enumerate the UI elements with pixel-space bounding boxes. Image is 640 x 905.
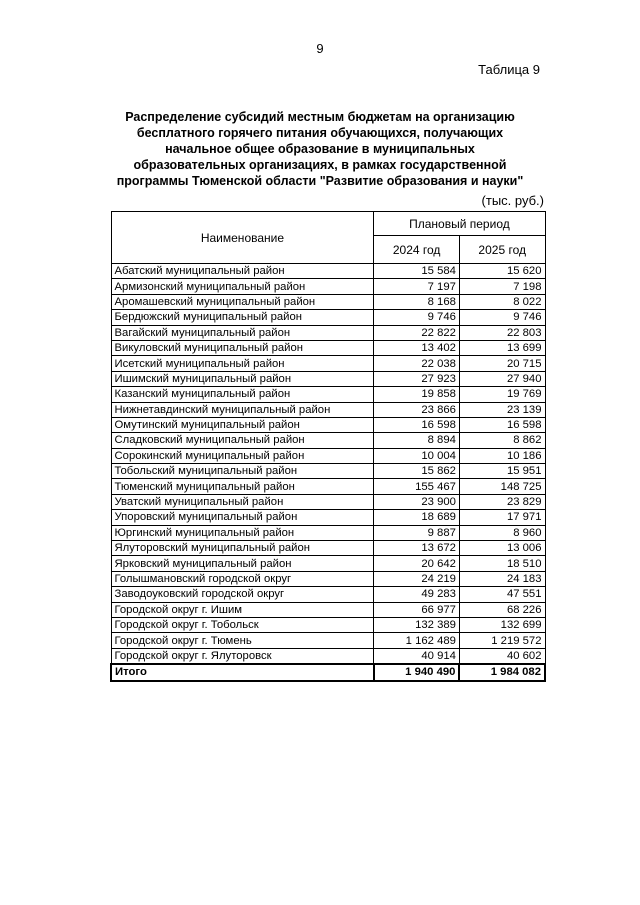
table-row	[111, 310, 545, 325]
value-2024: 23 866	[374, 402, 460, 417]
value-2025: 8 960	[459, 525, 545, 540]
value-2024: 15 862	[374, 464, 460, 479]
municipality-name: Вагайский муниципальный район	[111, 325, 374, 340]
value-2025: 19 769	[459, 387, 545, 402]
value-2025: 23 829	[459, 494, 545, 509]
municipality-name: Викуловский муниципальный район	[111, 340, 374, 355]
municipality-name: Аромашевский муниципальный район	[111, 294, 374, 309]
title-line: Распределение субсидий местным бюджетам на организацию	[125, 110, 515, 124]
value-2025: 16 598	[459, 417, 545, 432]
document-title	[100, 109, 540, 189]
value-2024: 8 168	[374, 294, 460, 309]
total-row	[111, 664, 545, 680]
municipality-name: Тобольский муниципальный район	[111, 464, 374, 479]
value-2025: 18 510	[459, 556, 545, 571]
value-2025: 148 725	[459, 479, 545, 494]
units-label: (тыс. руб.)	[481, 193, 544, 208]
table-row	[111, 602, 545, 617]
municipality-name: Ялуторовский муниципальный район	[111, 541, 374, 556]
total-label: Итого	[111, 664, 374, 680]
municipality-name: Городской округ г. Ишим	[111, 602, 374, 617]
table-row	[111, 279, 545, 294]
value-2025: 27 940	[459, 371, 545, 386]
table-label: Таблица 9	[478, 62, 540, 77]
value-2024: 10 004	[374, 448, 460, 463]
value-2024: 16 598	[374, 417, 460, 432]
table-row	[111, 541, 545, 556]
value-2025: 13 006	[459, 541, 545, 556]
municipality-name: Голышмановский городской округ	[111, 571, 374, 586]
title-line: бесплатного горячего питания обучающихся, получающих	[136, 126, 504, 140]
value-2025: 24 183	[459, 571, 545, 586]
value-2024: 22 822	[374, 325, 460, 340]
value-2024: 24 219	[374, 571, 460, 586]
value-2025: 23 139	[459, 402, 545, 417]
municipality-name: Омутинский муниципальный район	[111, 417, 374, 432]
value-2024: 15 584	[374, 264, 460, 279]
header-year-2024: 2024 год	[374, 236, 460, 264]
table-row	[111, 417, 545, 432]
total-2025: 1 984 082	[459, 664, 545, 680]
value-2024: 1 162 489	[374, 633, 460, 648]
value-2025: 15 951	[459, 464, 545, 479]
municipality-name: Тюменский муниципальный район	[111, 479, 374, 494]
table-row	[111, 494, 545, 509]
value-2024: 13 402	[374, 340, 460, 355]
table-row	[111, 464, 545, 479]
value-2025: 8 022	[459, 294, 545, 309]
value-2024: 23 900	[374, 494, 460, 509]
municipality-name: Армизонский муниципальный район	[111, 279, 374, 294]
value-2025: 13 699	[459, 340, 545, 355]
table-row	[111, 264, 545, 279]
title-line: программы Тюменской области "Развитие образования и науки"	[116, 174, 524, 188]
value-2025: 1 219 572	[459, 633, 545, 648]
municipality-name: Городской округ г. Тобольск	[111, 617, 374, 632]
municipality-name: Бердюжский муниципальный район	[111, 310, 374, 325]
municipality-name: Городской округ г. Тюмень	[111, 633, 374, 648]
table-row	[111, 525, 545, 540]
value-2024: 27 923	[374, 371, 460, 386]
municipality-name: Ишимский муниципальный район	[111, 371, 374, 386]
value-2025: 17 971	[459, 510, 545, 525]
value-2024: 7 197	[374, 279, 460, 294]
table-row	[111, 479, 545, 494]
municipality-name: Городской округ г. Ялуторовск	[111, 648, 374, 664]
value-2025: 10 186	[459, 448, 545, 463]
table-row	[111, 371, 545, 386]
value-2024: 19 858	[374, 387, 460, 402]
table-row	[111, 433, 545, 448]
value-2024: 9 887	[374, 525, 460, 540]
value-2025: 15 620	[459, 264, 545, 279]
value-2025: 40 602	[459, 648, 545, 664]
municipality-name: Нижнетавдинский муниципальный район	[111, 402, 374, 417]
table-row	[111, 571, 545, 586]
header-period: Плановый период	[374, 212, 545, 236]
table-row	[111, 587, 545, 602]
value-2024: 20 642	[374, 556, 460, 571]
table-row	[111, 648, 545, 664]
municipality-name: Сорокинский муниципальный район	[111, 448, 374, 463]
municipality-name: Упоровский муниципальный район	[111, 510, 374, 525]
table-row	[111, 325, 545, 340]
table-row	[111, 448, 545, 463]
table-row	[111, 387, 545, 402]
value-2025: 20 715	[459, 356, 545, 371]
header-name: Наименование	[111, 212, 374, 264]
header-row	[111, 212, 545, 236]
municipality-name: Юргинский муниципальный район	[111, 525, 374, 540]
municipality-name: Исетский муниципальный район	[111, 356, 374, 371]
municipality-name: Уватский муниципальный район	[111, 494, 374, 509]
header-year-2025: 2025 год	[459, 236, 545, 264]
value-2024: 155 467	[374, 479, 460, 494]
table-header	[111, 212, 545, 264]
table-row	[111, 556, 545, 571]
value-2024: 49 283	[374, 587, 460, 602]
table-row	[111, 510, 545, 525]
value-2025: 9 746	[459, 310, 545, 325]
value-2025: 47 551	[459, 587, 545, 602]
table-row	[111, 617, 545, 632]
title-line: образовательных организациях, в рамках государственной	[133, 158, 507, 172]
value-2025: 7 198	[459, 279, 545, 294]
title-line: начальное общее образование в муниципальных	[165, 142, 475, 156]
table-row	[111, 340, 545, 355]
subsidy-table	[110, 211, 546, 682]
municipality-name: Заводоуковский городской округ	[111, 587, 374, 602]
table-row	[111, 633, 545, 648]
value-2024: 9 746	[374, 310, 460, 325]
table-body	[111, 264, 545, 681]
value-2024: 132 389	[374, 617, 460, 632]
municipality-name: Абатский муниципальный район	[111, 264, 374, 279]
municipality-name: Сладковский муниципальный район	[111, 433, 374, 448]
total-2024: 1 940 490	[374, 664, 460, 680]
value-2024: 22 038	[374, 356, 460, 371]
value-2025: 68 226	[459, 602, 545, 617]
value-2024: 18 689	[374, 510, 460, 525]
table-row	[111, 294, 545, 309]
value-2024: 13 672	[374, 541, 460, 556]
value-2025: 22 803	[459, 325, 545, 340]
value-2024: 8 894	[374, 433, 460, 448]
table-row	[111, 402, 545, 417]
value-2024: 66 977	[374, 602, 460, 617]
municipality-name: Ярковский муниципальный район	[111, 556, 374, 571]
value-2025: 8 862	[459, 433, 545, 448]
value-2024: 40 914	[374, 648, 460, 664]
value-2025: 132 699	[459, 617, 545, 632]
table-row	[111, 356, 545, 371]
page-number: 9	[316, 41, 324, 56]
municipality-name: Казанский муниципальный район	[111, 387, 374, 402]
